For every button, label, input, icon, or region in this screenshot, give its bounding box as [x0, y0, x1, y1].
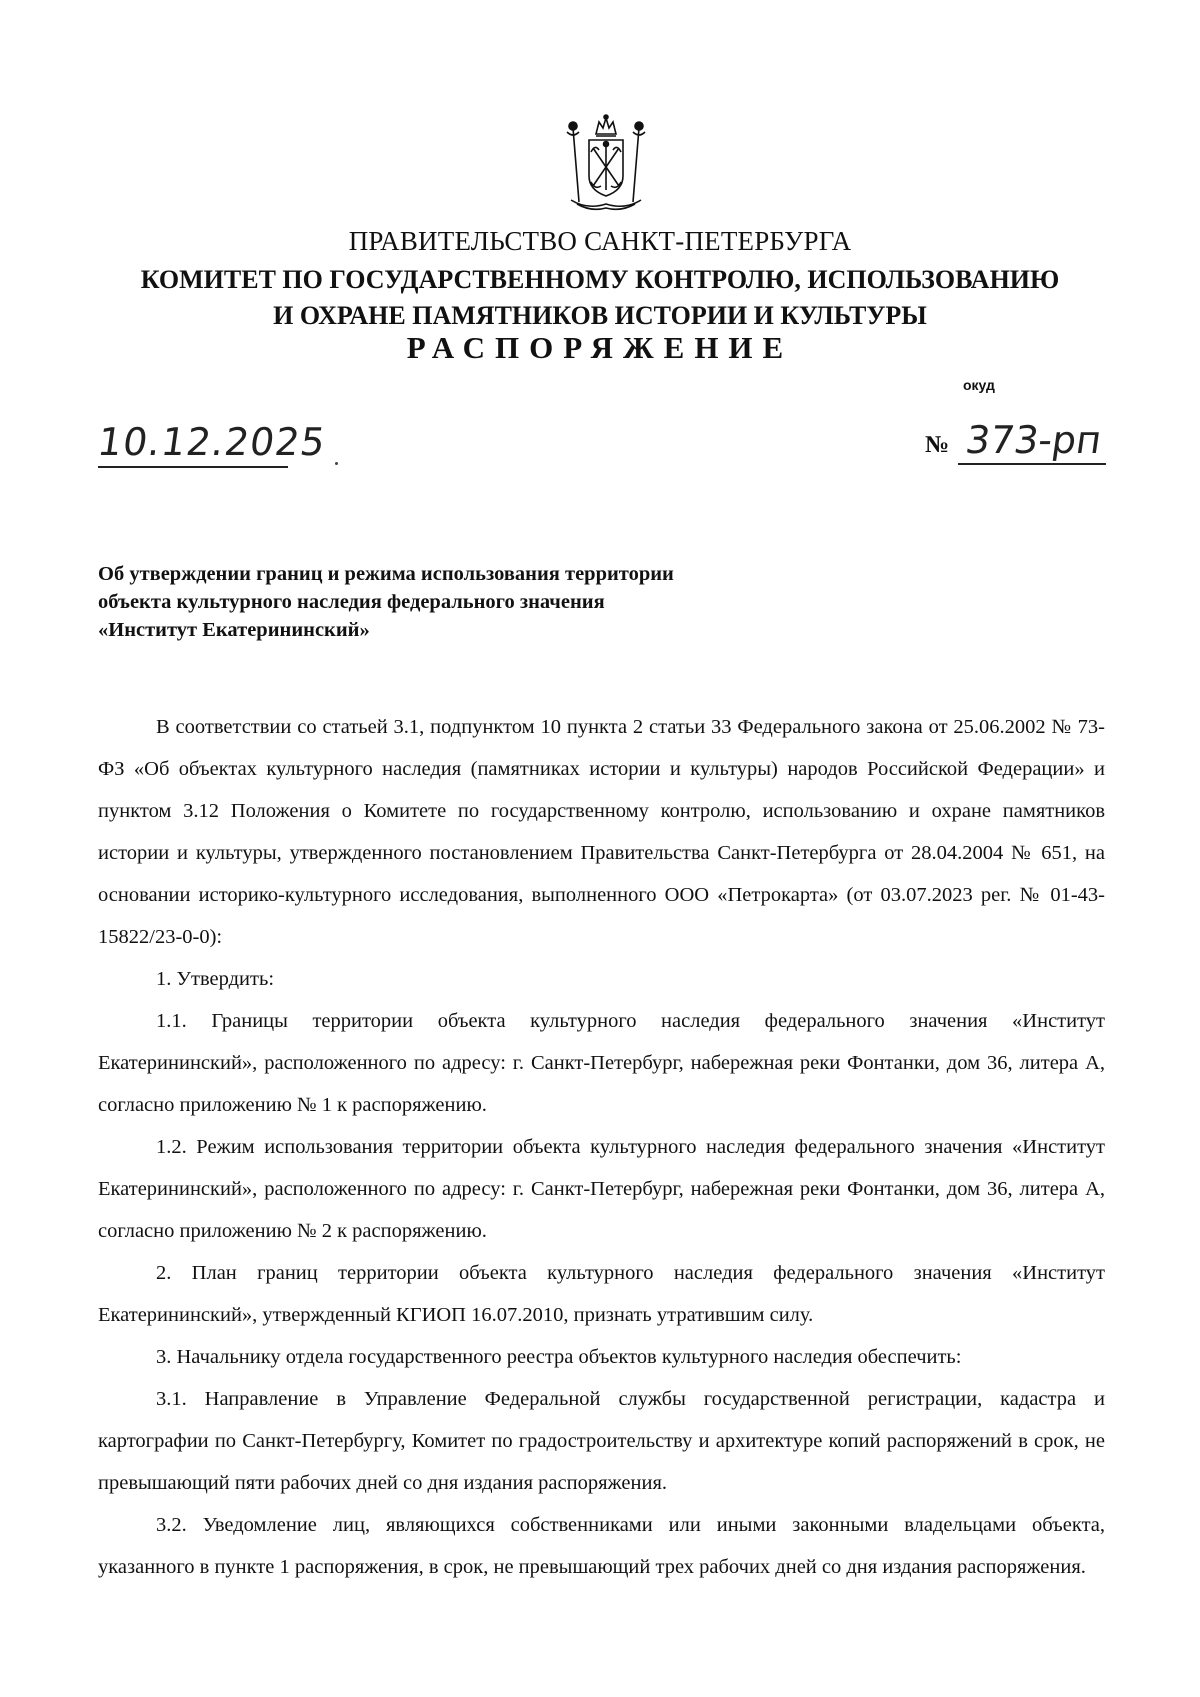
subject-line3: «Институт Екатерининский» — [98, 619, 370, 641]
subject-line2: объекта культурного наследия федерального значения — [98, 591, 605, 613]
subject-line1: Об утверждении границ и режима использования территории — [98, 563, 674, 585]
clause-1-2: 1.2. Режим использования территории объекта культурного наследия федерального значения «Институт Екатерининский», расположенного по адресу: г. Санкт-Петербург, набережная реки Фонтанки, дом 36, литера А, согласно приложению № 2 к распоряжению. — [98, 1136, 1105, 1242]
document-date: 10.12.2025 — [94, 420, 329, 464]
okud-label: окуд — [963, 377, 995, 393]
document-type-title: РАСПОРЯЖЕНИЕ — [406, 330, 794, 365]
document-number: 373-рп — [962, 418, 1105, 462]
government-name: ПРАВИТЕЛЬСТВО САНКТ-ПЕТЕРБУРГА — [348, 226, 852, 256]
clause-1: 1. Утвердить: — [156, 968, 275, 990]
stray-dot-mark — [335, 462, 338, 465]
clause-3-1: 3.1. Направление в Управление Федеральной службы государственной регистрации, кадастра и картографии по Санкт-Петербургу, Комитет по градостроительству и архитектуре копий распоряжений в срок, не превышающий пяти рабочих дней со дня издания распоряжения. — [98, 1388, 1105, 1494]
document-body — [98, 706, 1105, 1588]
number-underline — [958, 463, 1106, 465]
committee-name-line1: КОМИТЕТ ПО ГОСУДАРСТВЕННОМУ КОНТРОЛЮ, ИСПОЛЬЗОВАНИЮ — [140, 265, 1060, 294]
clause-1-1: 1.1. Границы территории объекта культурного наследия федерального значения «Институт Екатерининский», расположенного по адресу: г. Санкт-Петербург, набережная реки Фонтанки, дом 36, литера А, согласно приложению № 1 к распоряжению. — [98, 1010, 1105, 1116]
coat-of-arms-emblem — [563, 114, 649, 212]
committee-name — [0, 262, 1200, 334]
document-number-prefix: № — [925, 432, 950, 458]
committee-name-line2: И ОХРАНЕ ПАМЯТНИКОВ ИСТОРИИ И КУЛЬТУРЫ — [273, 301, 927, 330]
clause-2: 2. План границ территории объекта культурного наследия федерального значения «Институт Екатерининский», утвержденный КГИОП 16.07.2010, признать утратившим силу. — [98, 1262, 1105, 1326]
document-subject — [98, 560, 674, 644]
preamble-paragraph: В соответствии со статьей 3.1, подпунктом 10 пункта 2 статьи 33 Федерального закона от 25.06.2002 № 73-ФЗ «Об объектах культурного наследия (памятниках истории и культуры) народов Российской Федерации» и пунктом 3.12 Положения о Комитете по государственному контролю, использованию и охране памятников истории и культуры, утвержденного постановлением Правительства Санкт-Петербурга от 28.04.2004 № 651, на основании историко-культурного исследования, выполненного ООО «Петрокарта» (от 03.07.2023 рег. № 01-43-15822/23-0-0): — [98, 716, 1105, 948]
clause-3-2: 3.2. Уведомление лиц, являющихся собственниками или иными законными владельцами объекта, указанного в пункте 1 распоряжения, в срок, не превышающий трех рабочих дней со дня издания распоряжения. — [98, 1514, 1105, 1578]
date-underline — [98, 466, 288, 468]
clause-3: 3. Начальнику отдела государственного реестра объектов культурного наследия обеспечить: — [156, 1346, 962, 1368]
